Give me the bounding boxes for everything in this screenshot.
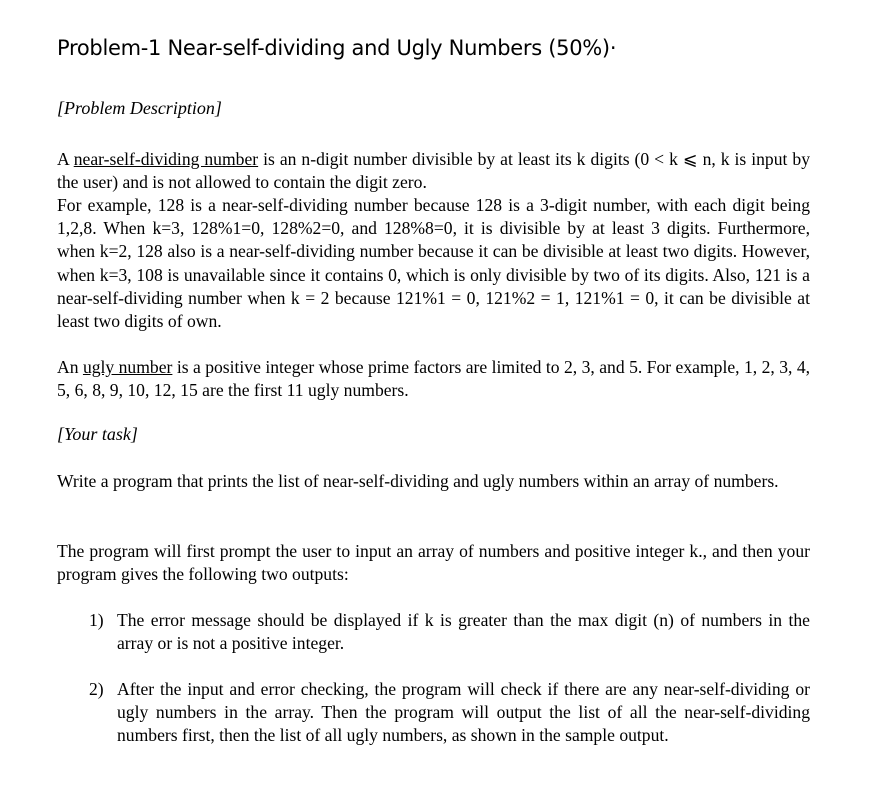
task-paragraph: Write a program that prints the list of near-self-dividing and ugly numbers within an array of numbers. — [57, 471, 779, 491]
ugly-number-term: ugly number — [82, 357, 173, 377]
your-task-header: [Your task] — [57, 424, 138, 444]
list-item — [89, 609, 810, 655]
definition-prefix: A — [57, 149, 74, 169]
ugly-prefix: An — [57, 357, 83, 377]
list-item-number: 2) — [89, 679, 104, 699]
ugly-body: is a positive integer whose prime factors are limited to 2, 3, and 5. For example, 1, 2, 3, 4, 5, 6, 8, 9, 10, 12, 15 are the first 11 ugly numbers. — [57, 357, 811, 401]
definition-body: is an n-digit number divisible by at least its k digits (0 < k ⩽ n, k is input by the user) and is not allowed to contain the digit zero. — [57, 149, 810, 193]
list-item — [89, 678, 810, 748]
example-paragraph: For example, 128 is a near-self-dividing number because 128 is a 3-digit number, with each digit being 1,2,8. When k=3, 128%1=0, 128%2=0, and 128%8=0, it is divisible by at least 3 digits. Furthermore, when k=2, 128 also is a near-self-dividing number because it can be divisible at least two digits. However, when k=3, 108 is unavailable since it contains 0, which is only divisible by two of its digits. Also, 121 is a near-self-dividing number when k = 2 because 121%1 = 0, 121%2 = 1, 121%1 = 0, it can be divisible at least two digits of own. — [57, 195, 810, 332]
near-self-dividing-term: near-self-dividing number — [73, 149, 259, 169]
problem-title: Problem-1 Near-self-dividing and Ugly Numbers (50%)· — [57, 36, 617, 60]
prompt-paragraph: The program will first prompt the user to input an array of numbers and positive integer k., and then your program gives the following two outputs: — [57, 541, 810, 585]
near-self-dividing-definition — [57, 148, 810, 194]
list-item-text: After the input and error checking, the program will check if there are any near-self-dividing or ugly numbers in the array. Then the program will output the list of all the near-self-dividing numbers first, then the list of all ugly numbers, as shown in the sample output. — [117, 679, 810, 746]
list-item-number: 1) — [89, 610, 104, 630]
ugly-number-definition — [57, 356, 810, 402]
problem-description-header: [Problem Description] — [57, 98, 222, 118]
list-item-text: The error message should be displayed if k is greater than the max digit (n) of numbers in the array or is not a positive integer. — [117, 610, 810, 654]
